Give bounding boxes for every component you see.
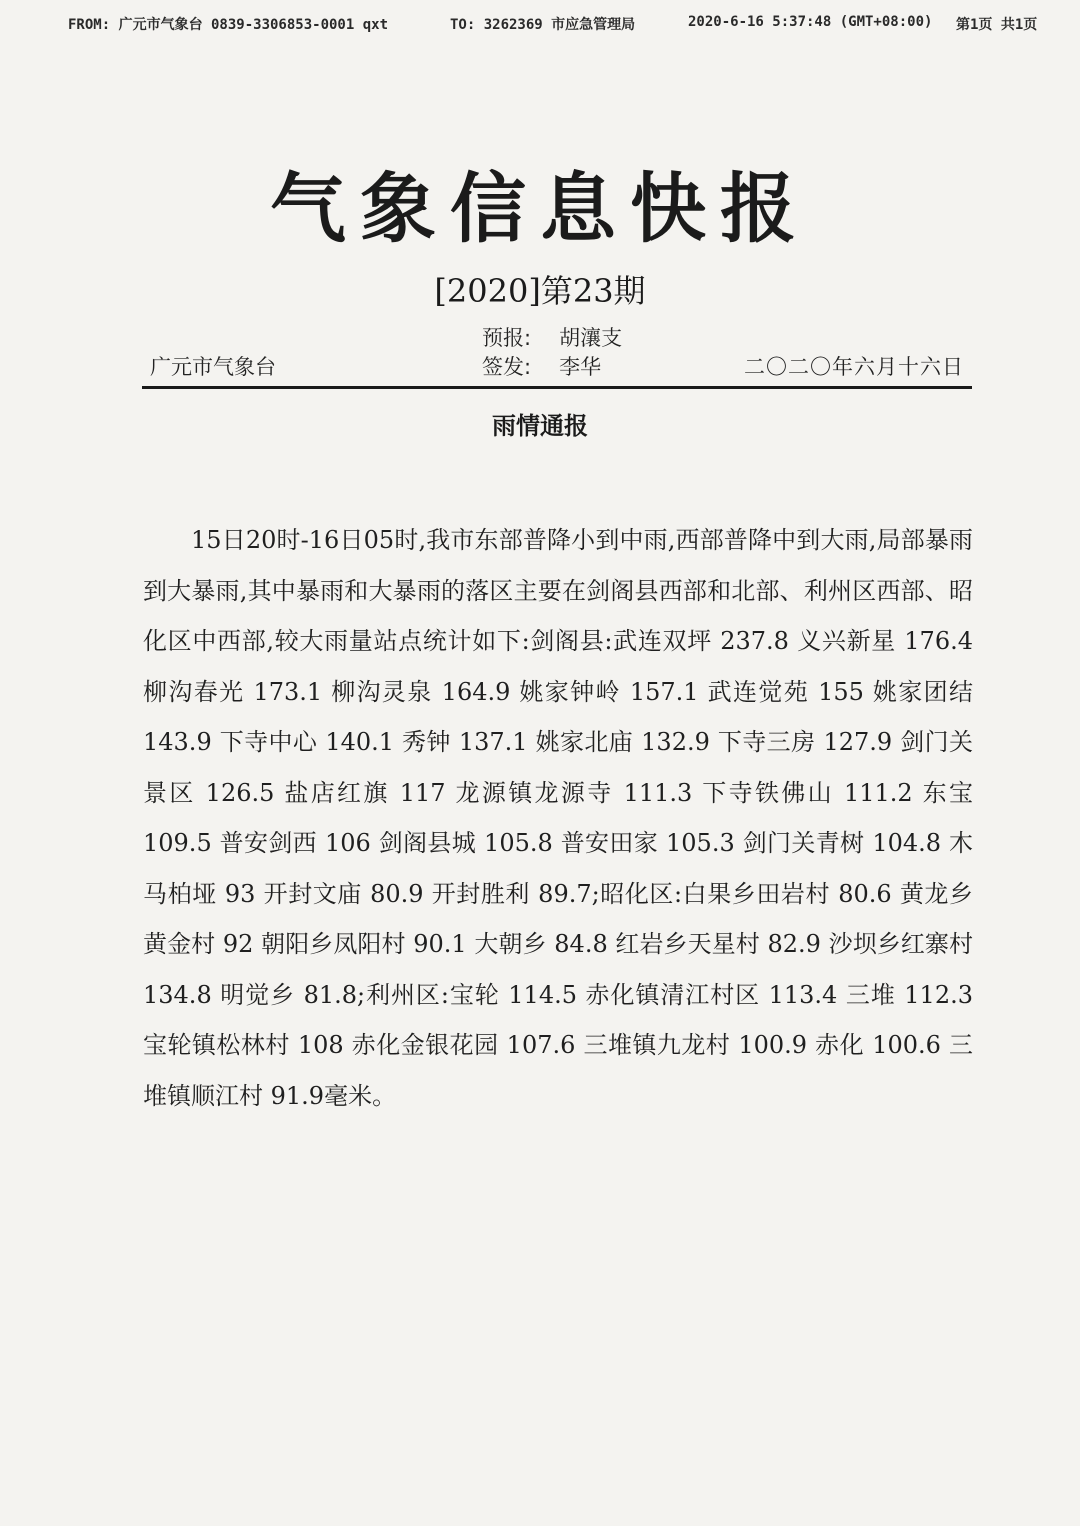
section-title: 雨情通报	[492, 412, 588, 440]
issue-date: 二〇二〇年六月十六日	[744, 355, 964, 379]
header-divider	[142, 386, 972, 389]
issuer-line	[482, 351, 601, 381]
body-paragraph: 15日20时-16日05时,我市东部普降小到中雨,西部普降中到大雨,局部暴雨到大暴雨,其中暴雨和大暴雨的落区主要在剑阁县西部和北部、利州区西部、昭化区中西部,较大雨量站点统计如下:剑阁县:武连双坪 237.8 义兴新星 176.4 柳沟春光 173.1 柳沟灵泉 164.9 姚家钟岭 157.1 武连觉苑 155 姚家团结 143.9 下寺中心 140.1 秀钟 137.1 姚家北庙 132.9 下寺三房 127.9 剑门关景区 126.5 盐店红旗 117 龙源镇龙源寺 111.3 下寺铁佛山 111.2 东宝 109.5 普安剑西 106 剑阁县城 105.8 普安田家 105.3 剑门关青树 104.8 木马柏垭 93 开封文庙 80.9 开封胜利 89.7;昭化区:白果乡田岩村 80.6 黄龙乡黄金村 92 朝阳乡凤阳村 90.1 大朝乡 84.8 红岩乡天星村 82.9 沙坝乡红寨村 134.8 明觉乡 81.8;利州区:宝轮 114.5 赤化镇清江村区 113.4 三堆 112.3 宝轮镇松林村 108 赤化金银花园 107.6 三堆镇九龙村 100.9 赤化 100.6 三堆镇顺江村 91.9毫米。	[143, 526, 973, 1110]
fax-page-count: 第1页 共1页	[956, 17, 1038, 33]
issuer-name: 李华	[559, 355, 602, 379]
forecaster-line	[482, 322, 622, 352]
forecast-label: 预报:	[482, 326, 532, 350]
issue-number: [2020]第23期	[434, 272, 646, 310]
fax-to: TO: 3262369 市应急管理局	[450, 17, 636, 33]
forecaster-name: 胡瀼支	[559, 326, 623, 350]
fax-timestamp: 2020-6-16 5:37:48 (GMT+08:00)	[688, 14, 933, 30]
document-title: 气象信息快报	[270, 164, 810, 253]
issuing-organization: 广元市气象台	[150, 355, 276, 379]
fax-header	[0, 10, 1080, 36]
fax-from: FROM: 广元市气象台 0839-3306853-0001 qxt	[68, 17, 389, 33]
issuer-label: 签发:	[482, 355, 532, 379]
